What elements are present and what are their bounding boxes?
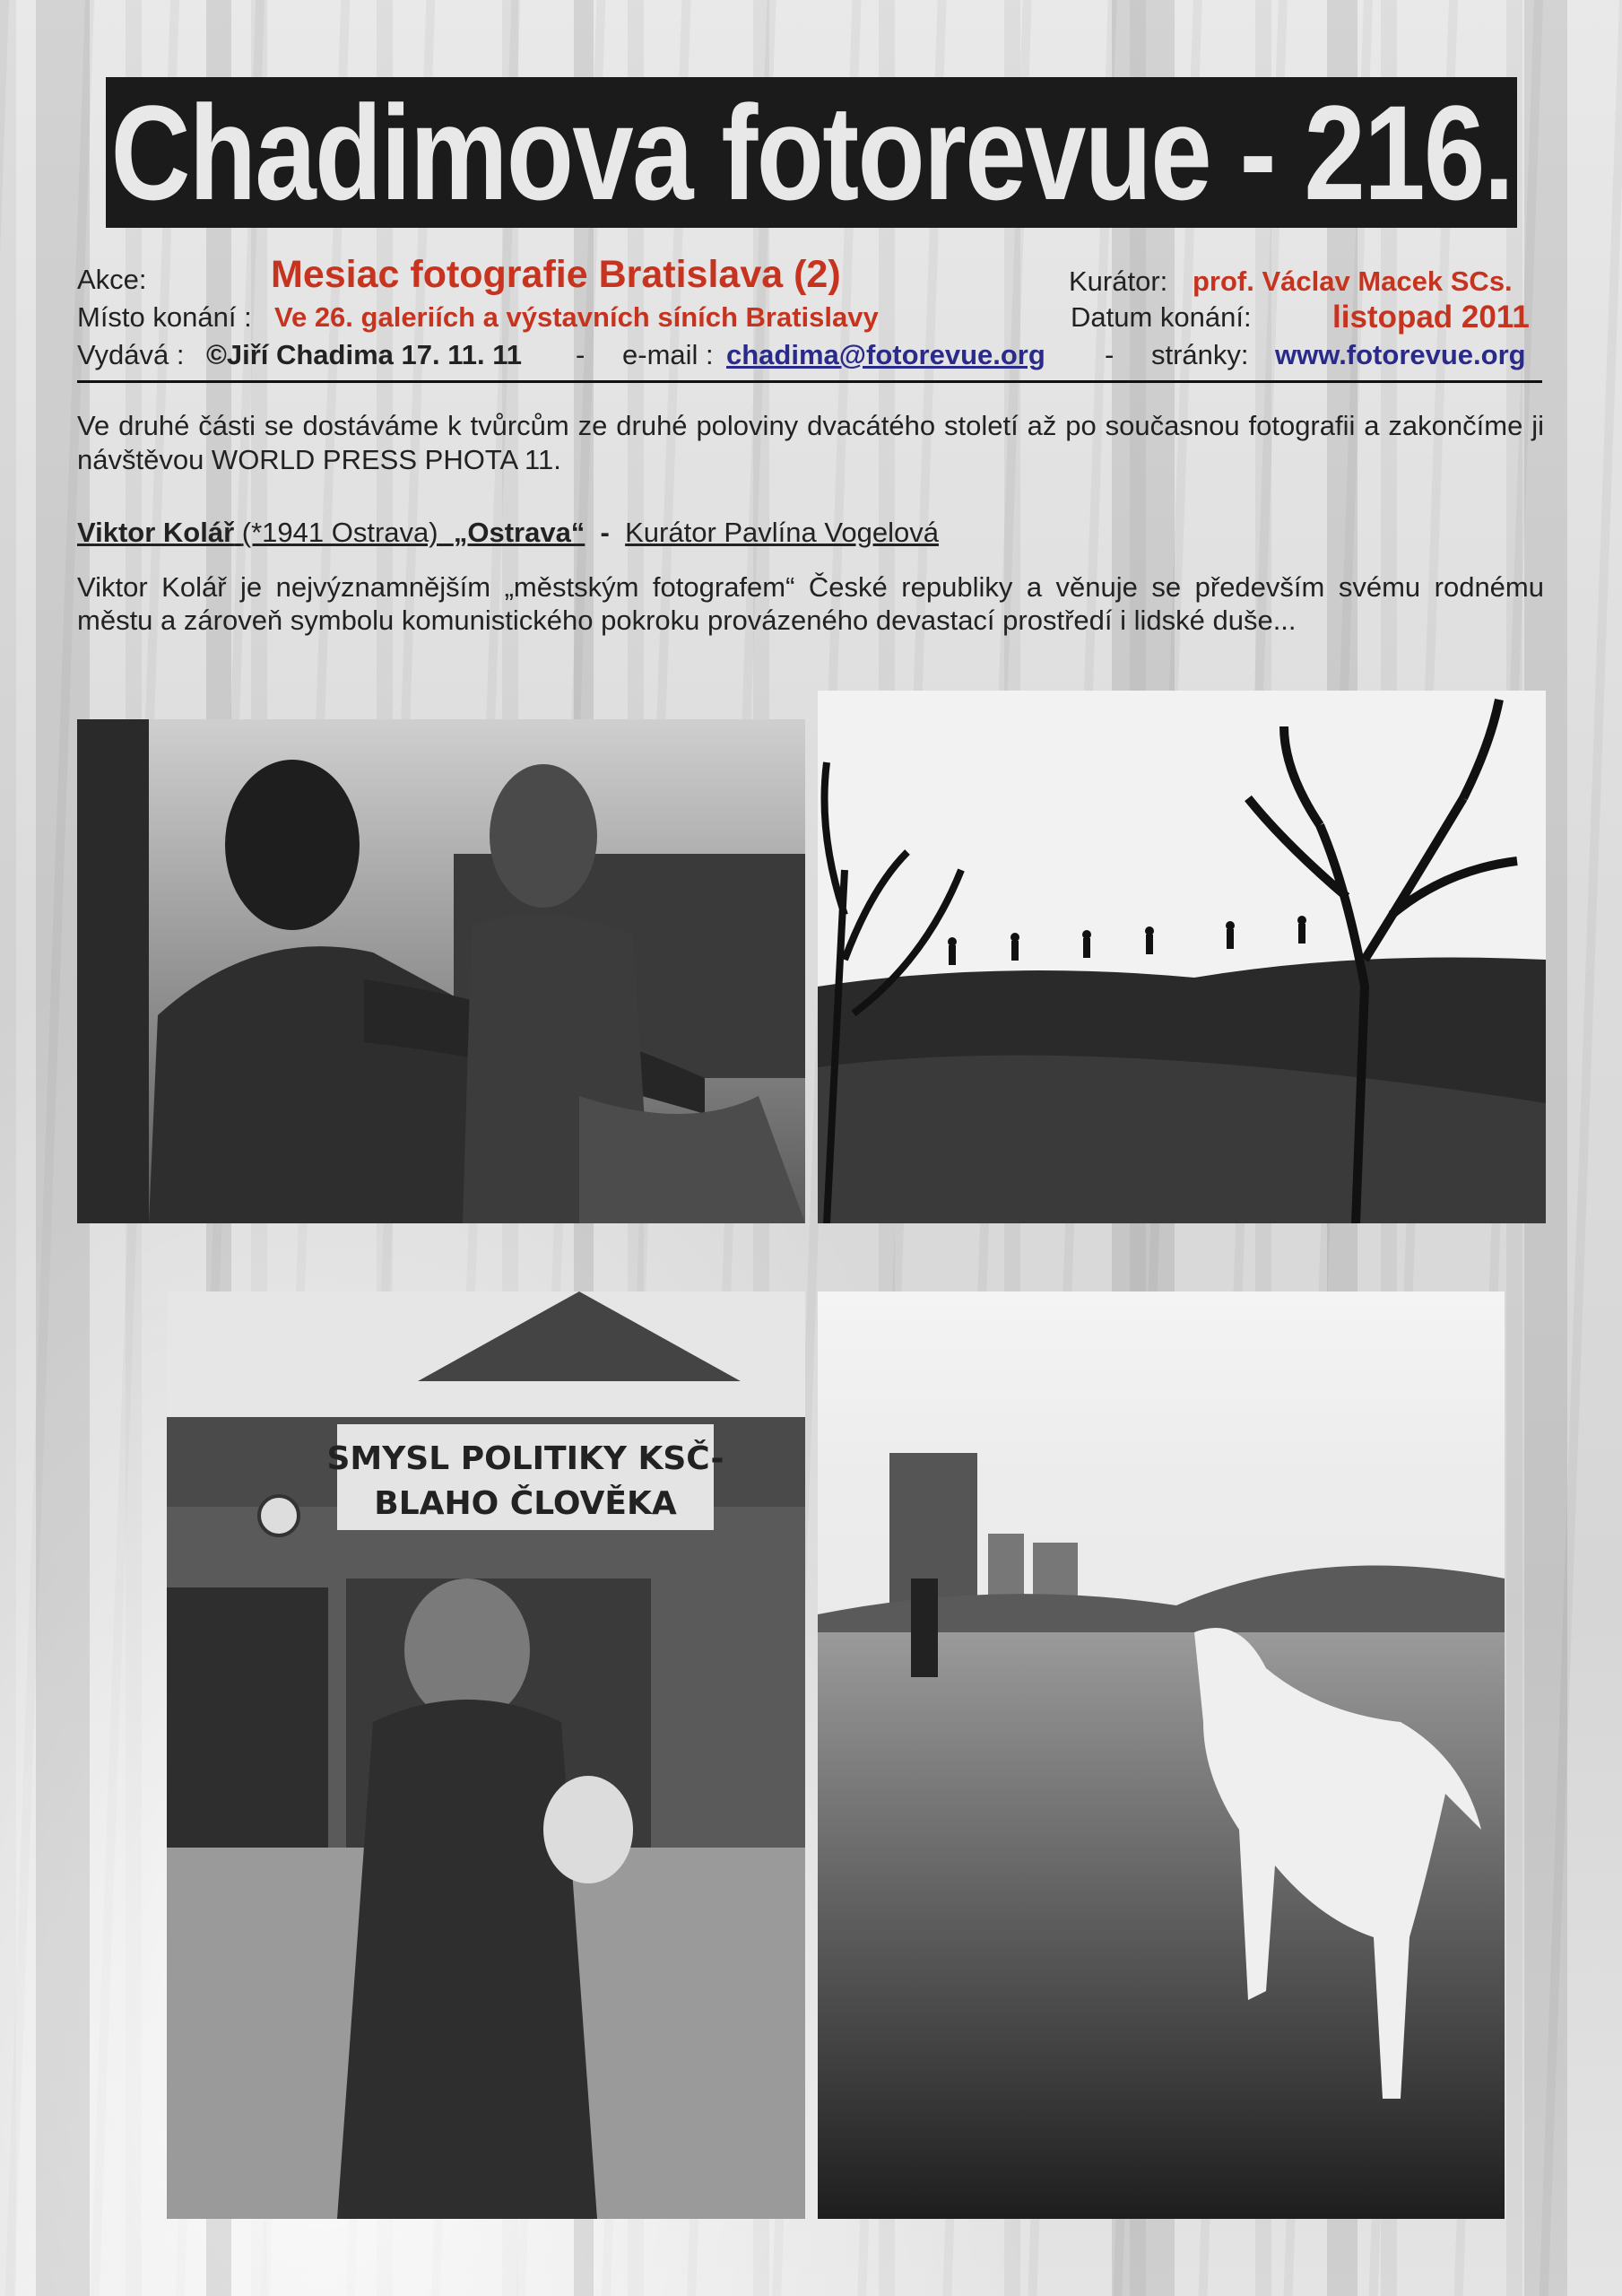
meta-row-misto [77,301,1546,337]
photo-horse-field [818,1292,1505,2219]
exhibition-curator: Kurátor Pavlína Vogelová [625,517,939,548]
photo-miners [77,719,805,1223]
photo-hill-silhouettes [818,691,1546,1223]
vydava-value: ©Jiří Chadima 17. 11. 11 [206,339,522,370]
sign-text-line2: BLAHO ČLOVĚKA [374,1485,677,1522]
datum-label: Datum konání: [1071,301,1252,333]
meta-row-akce [77,253,1546,298]
kurator-value: prof. Václav Macek SCs. [1193,265,1513,297]
author-name: Viktor Kolář [77,517,235,548]
vydava-label: Vydává : [77,339,185,370]
description-paragraph: Viktor Kolář je nejvýznamnějším „městským fotografem“ České republiky a věnuje se především svému rodnému městu a zároveň symbolu komunistického pokroku provázeného devastací prostředí i lidské duše... [77,571,1544,636]
intro-paragraph: Ve druhé části se dostáváme k tvůrcům ze druhé poloviny dvacátého století až po současnou fotografii a zakončíme ji návštěvou WORLD PRESS PHOTA 11. [77,410,1544,475]
photo-man-sign [167,1292,805,2219]
author-info: (*1941 Ostrava) [241,517,438,548]
email-label: e-mail : [622,339,714,370]
exhibition-separator: - [600,517,610,548]
sign-text-line1: SMYSL POLITIKY KSČ- [326,1440,724,1477]
misto-value: Ve 26. galeriích a výstavních síních Bratislavy [274,301,879,333]
kurator-label: Kurátor: [1069,265,1168,297]
akce-value: Mesiac fotografie Bratislava (2) [271,253,841,296]
separator-dash: - [576,339,585,370]
akce-label: Akce: [77,264,147,295]
header-divider [77,380,1542,383]
meta-row-vydava [77,339,1546,375]
stranky-label: stránky: [1151,339,1249,370]
author-line [77,517,939,549]
page-title: Chadimova fotorevue - 216. [110,77,1513,228]
datum-value: listopad 2011 [1332,300,1530,335]
misto-label: Místo konání : [77,301,252,333]
email-link[interactable]: chadima@fotorevue.org [726,339,1045,370]
exhibition-title: „Ostrava“ [453,517,585,548]
separator-dash: - [1105,339,1115,370]
website-link[interactable]: www.fotorevue.org [1275,339,1526,370]
title-banner [106,77,1517,228]
